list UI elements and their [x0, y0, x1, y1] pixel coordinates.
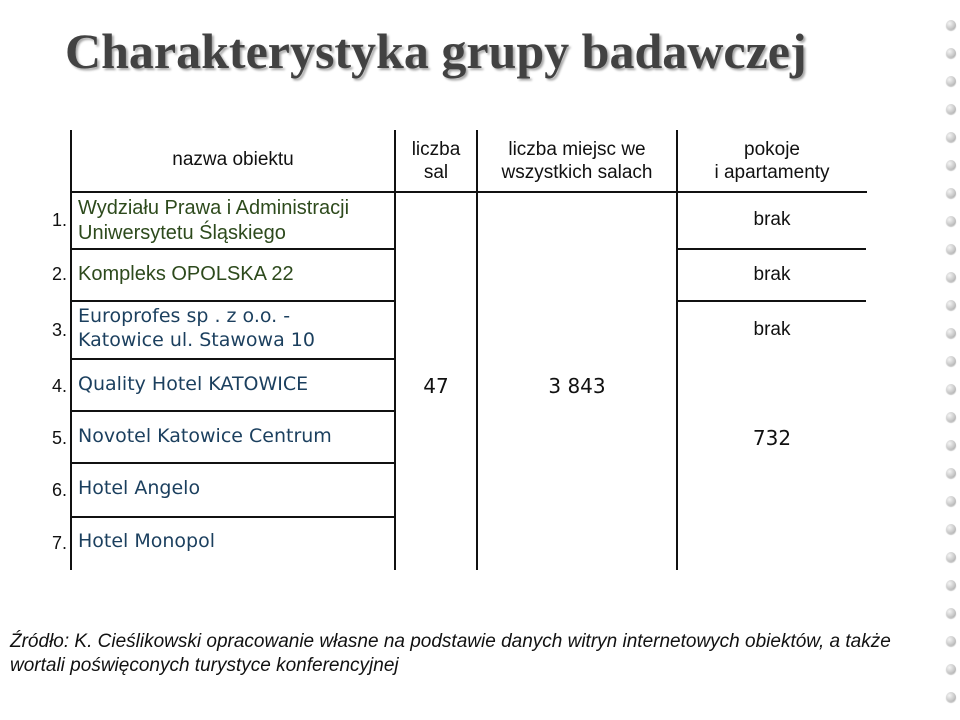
- row-number: 1.: [52, 210, 68, 230]
- header-lodging-line1: pokoje: [744, 139, 800, 161]
- row-number: 5.: [52, 428, 68, 448]
- row-number: 3.: [52, 320, 68, 340]
- table-grid-line: [70, 462, 394, 464]
- rooms-value: brak: [753, 263, 791, 285]
- header-seats-line2: wszystkich salach: [501, 162, 653, 183]
- table-grid-line: [70, 300, 394, 302]
- row-number: 6.: [52, 480, 68, 500]
- object-name: Novotel Katowice Centrum: [78, 425, 332, 447]
- table-grid-line: [70, 358, 394, 360]
- header-lodging-line2: i apartamenty: [714, 162, 830, 183]
- source-note: Źródło: K. Cieślikowski opracowanie własne na podstawie danych witryn internetowych obiektów, a także wortali poświęconych turystyce konferencyjnej: [10, 631, 891, 676]
- header-halls: [396, 134, 476, 190]
- table-grid-line: [476, 130, 478, 570]
- object-name: Hotel Monopol: [78, 530, 216, 552]
- object-name-line1: Europrofes sp . z o.o. -: [78, 305, 291, 327]
- row-number: 7.: [52, 533, 68, 553]
- object-name: [78, 305, 315, 353]
- page-title: Charakterystyka grupy badawczej: [65, 23, 807, 79]
- rooms-value: brak: [753, 318, 791, 340]
- object-name: [78, 196, 349, 246]
- header-name: nazwa obiektu: [172, 148, 294, 170]
- seats-value: 3 843: [548, 374, 606, 398]
- header-seats-line1: liczba miejsc we: [508, 139, 646, 161]
- research-group-table: [48, 130, 868, 570]
- table-grid-line: [70, 516, 394, 518]
- table-grid-line: [394, 130, 396, 570]
- header-halls-line2: sal: [423, 162, 449, 183]
- object-name-line2: Katowice ul. Stawowa 10: [78, 328, 315, 351]
- notebook-spiral: [940, 0, 960, 720]
- object-name: Kompleks OPOLSKA 22: [78, 263, 294, 285]
- row-number: 4.: [52, 376, 68, 396]
- object-name: Quality Hotel KATOWICE: [78, 373, 309, 395]
- rooms-value: brak: [753, 208, 791, 230]
- row-number: 2.: [52, 264, 68, 284]
- object-name-line2: Uniwersytetu Śląskiego: [78, 222, 286, 244]
- header-seats: [478, 134, 676, 190]
- table-grid-line: [70, 130, 72, 570]
- header-halls-line1: liczba: [411, 139, 461, 161]
- halls-value: 47: [423, 374, 449, 398]
- table-grid-line: [70, 248, 394, 250]
- rooms-value: 732: [752, 426, 792, 450]
- object-name-line1: Wydziału Prawa i Administracji: [78, 197, 350, 219]
- header-lodging: [678, 134, 866, 190]
- table-grid-line: [70, 410, 394, 412]
- object-name: Hotel Angelo: [78, 477, 201, 499]
